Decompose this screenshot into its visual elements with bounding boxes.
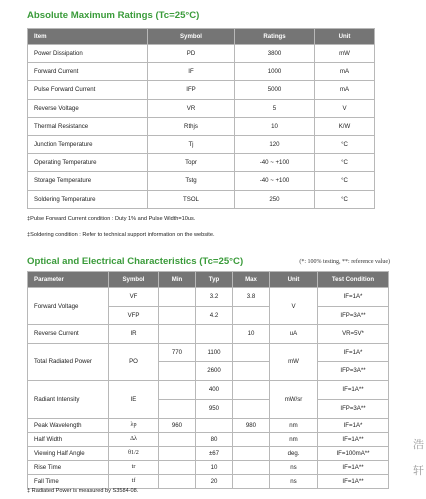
min-cell: 770 [159,343,196,362]
symbol-cell: θ1/2 [109,446,159,460]
max-cell [233,362,270,381]
symbol-cell: Rthjs [148,117,235,135]
item-cell: Forward Current [28,63,148,81]
unit-cell: mA [315,63,375,81]
side-glyph-2: 轩 [413,465,424,477]
parameter-cell: Radiant Intensity [28,380,109,418]
unit-cell: V [315,99,375,117]
table-row [28,288,389,307]
max-cell [233,306,270,325]
typ-cell: 20 [196,474,233,488]
pulse-current-note: ‡Pulse Forward Current condition : Duty 1% and Pulse Width=10us. [27,216,196,222]
typ-cell: ±67 [196,446,233,460]
max-cell [233,446,270,460]
header-symbol: Symbol [148,29,235,45]
table-header-row [28,29,375,45]
table-row [28,325,389,344]
table-row [28,81,375,99]
rating-cell: 250 [235,190,315,208]
item-cell: Power Dissipation [28,45,148,63]
min-cell [159,474,196,488]
unit-cell: mW/sr [270,380,318,418]
unit-cell: V [270,288,318,325]
symbol-cell: Tj [148,135,235,153]
min-cell [159,288,196,307]
table-row [28,63,375,81]
rating-cell: 3800 [235,45,315,63]
condition-cell: IF=1A* [318,418,389,432]
max-cell: 980 [233,418,270,432]
unit-cell: ns [270,474,318,488]
rating-cell: -40 ~ +100 [235,154,315,172]
condition-cell: IF=100mA** [318,446,389,460]
symbol-cell: IFP [148,81,235,99]
symbol-cell: Δλ [109,432,159,446]
typ-cell: 950 [196,399,233,418]
parameter-cell: Rise Time [28,460,109,474]
table-row [28,418,389,432]
typ-cell: 1100 [196,343,233,362]
rating-cell: 5 [235,99,315,117]
unit-cell: mW [270,343,318,380]
max-cell [233,460,270,474]
table-row [28,135,375,153]
unit-cell: ns [270,460,318,474]
typ-cell: 10 [196,460,233,474]
unit-cell: °C [315,172,375,190]
table-row [28,190,375,208]
max-cell: 3.8 [233,288,270,307]
min-cell [159,362,196,381]
item-cell: Soldering Temperature [28,190,148,208]
typ-cell: 80 [196,432,233,446]
rating-cell: 120 [235,135,315,153]
condition-cell: IF=1A** [318,432,389,446]
header-item: Item [28,29,148,45]
symbol-cell: tr [109,460,159,474]
optical-electrical-table [27,271,389,489]
min-cell [159,432,196,446]
header-ratings: Ratings [235,29,315,45]
unit-cell: °C [315,135,375,153]
symbol-cell: Topr [148,154,235,172]
header-symbol: Symbol [109,272,159,288]
parameter-cell: Forward Voltage [28,288,109,325]
min-cell [159,306,196,325]
table-row [28,474,389,488]
item-cell: Storage Temperature [28,172,148,190]
parameter-cell: Total Radiated Power [28,343,109,380]
header-max: Max [233,272,270,288]
unit-cell: °C [315,190,375,208]
unit-cell: mW [315,45,375,63]
header-min: Min [159,272,196,288]
max-cell [233,380,270,399]
symbol-cell: tf [109,474,159,488]
symbol-cell: TSOL [148,190,235,208]
max-cell [233,474,270,488]
header-unit: Unit [270,272,318,288]
item-cell: Junction Temperature [28,135,148,153]
condition-cell: VR=5V* [318,325,389,344]
table-row [28,172,375,190]
rating-cell: 1000 [235,63,315,81]
rating-cell: 10 [235,117,315,135]
absolute-max-ratings-title: Absolute Maximum Ratings (Tc=25°C) [27,10,200,21]
min-cell [159,380,196,399]
condition-cell: IF=1A** [318,474,389,488]
table-row [28,343,389,362]
unit-cell: nm [270,432,318,446]
min-cell [159,460,196,474]
symbol-cell: VF [109,288,159,307]
header-parameter: Parameter [28,272,109,288]
rating-cell: 5000 [235,81,315,99]
condition-cell: IFP=3A** [318,399,389,418]
symbol-cell: PD [148,45,235,63]
min-cell [159,446,196,460]
unit-cell: deg. [270,446,318,460]
testing-legend-note: (*: 100% testing, **: reference value) [299,259,390,265]
typ-cell: 3.2 [196,288,233,307]
optical-electrical-title: Optical and Electrical Characteristics (Tc=25°C) [27,256,244,267]
item-cell: Thermal Resistance [28,117,148,135]
symbol-cell: Tstg [148,172,235,190]
typ-cell: 2600 [196,362,233,381]
condition-cell: IF=1A** [318,380,389,399]
typ-cell [196,325,233,344]
item-cell: Operating Temperature [28,154,148,172]
symbol-cell: VFP [109,306,159,325]
parameter-cell: Viewing Half Angle [28,446,109,460]
min-cell: 960 [159,418,196,432]
typ-cell: 400 [196,380,233,399]
max-cell: 10 [233,325,270,344]
soldering-note: ‡Soldering condition : Refer to technical support information on the website. [27,232,215,238]
absolute-max-ratings-table [27,28,375,209]
max-cell [233,399,270,418]
max-cell [233,432,270,446]
table-row [28,154,375,172]
max-cell [233,343,270,362]
table-row [28,45,375,63]
parameter-cell: Half Width [28,432,109,446]
item-cell: Reverse Voltage [28,99,148,117]
table-row [28,446,389,460]
condition-cell: IFP=3A** [318,362,389,381]
condition-cell: IF=1A* [318,343,389,362]
typ-cell: 4.2 [196,306,233,325]
condition-cell: IF=1A** [318,460,389,474]
min-cell [159,325,196,344]
rating-cell: -40 ~ +100 [235,172,315,190]
symbol-cell: IR [109,325,159,344]
table-row [28,99,375,117]
table-row [28,460,389,474]
condition-cell: IF=1A* [318,288,389,307]
item-cell: Pulse Forward Current [28,81,148,99]
unit-cell: uA [270,325,318,344]
side-glyph-1: 浩 [413,439,424,451]
symbol-cell: λp [109,418,159,432]
min-cell [159,399,196,418]
header-test-condition: Test Condition [318,272,389,288]
symbol-cell: IF [148,63,235,81]
table-row [28,432,389,446]
parameter-cell: Fall Time [28,474,109,488]
header-typ: Typ [196,272,233,288]
parameter-cell: Reverse Current [28,325,109,344]
radiated-power-note: ‡ Radiated Power is measured by S3584-08. [27,488,139,494]
parameter-cell: Peak Wavelength [28,418,109,432]
table-row [28,380,389,399]
table-row [28,117,375,135]
header-unit: Unit [315,29,375,45]
unit-cell: °C [315,154,375,172]
unit-cell: K/W [315,117,375,135]
typ-cell [196,418,233,432]
table-header-row [28,272,389,288]
symbol-cell: PO [109,343,159,380]
symbol-cell: VR [148,99,235,117]
condition-cell: IFP=3A** [318,306,389,325]
unit-cell: mA [315,81,375,99]
unit-cell: nm [270,418,318,432]
symbol-cell: IE [109,380,159,418]
